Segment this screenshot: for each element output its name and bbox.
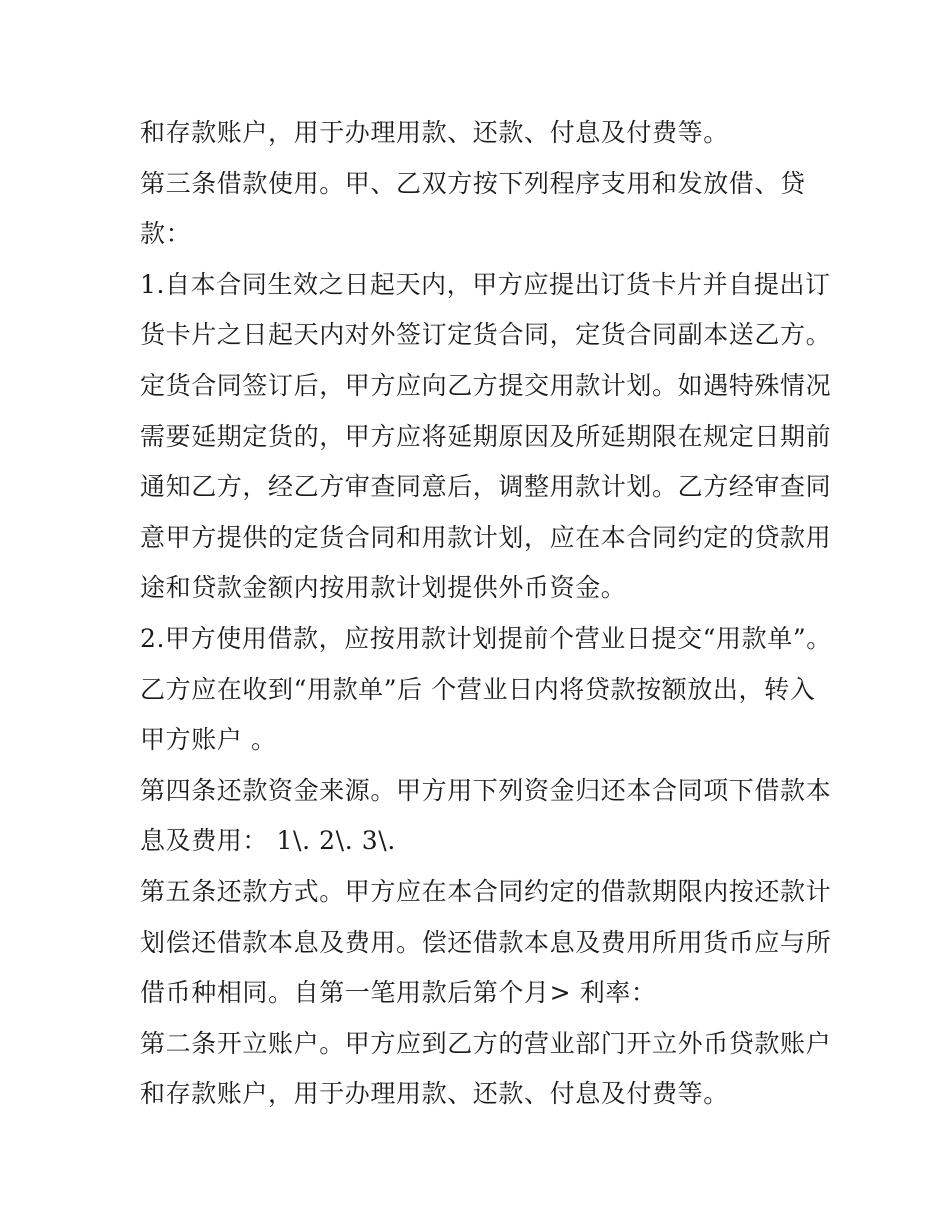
text-line-11: 2.甲方使用借款，应按用款计划提前个营业日提交“用款单”。 [140, 623, 832, 653]
text-line-20: 和存款账户，用于办理用款、还款、付息及付费等。 [140, 1079, 729, 1109]
text-line-15: 息及费用： 1\. 2\. 3\. [140, 826, 396, 856]
text-line-10: 途和贷款金额内按用款计划提供外币资金。 [140, 573, 627, 603]
text-line-2: 第三条借款使用。甲、乙双方按下列程序支用和发放借、贷 [140, 168, 806, 198]
text-line-6: 定货合同签订后，甲方应向乙方提交用款计划。如遇特殊情况 [140, 370, 832, 400]
text-line-1: 和存款账户，用于办理用款、还款、付息及付费等。 [140, 118, 729, 147]
text-line-5: 货卡片之日起天内对外签订定货合同，定货合同副本送乙方。 [140, 320, 832, 350]
text-line-16: 第五条还款方式。甲方应在本合同约定的借款期限内按还款计 [140, 876, 832, 906]
text-line-7: 需要延期定货的，甲方应将延期原因及所延期限在规定日期前 [140, 421, 832, 451]
text-line-18: 借币种相同。自第一笔用款后第个月> 利率： [140, 978, 657, 1008]
text-line-8: 通知乙方，经乙方审查同意后，调整用款计划。乙方经审查同 [140, 472, 832, 502]
text-line-13: 甲方账户 。 [140, 725, 277, 755]
text-line-4: 1.自本合同生效之日起天内，甲方应提出订货卡片并自提出订 [140, 269, 831, 299]
text-line-19: 第二条开立账户。甲方应到乙方的营业部门开立外币贷款账户 [140, 1028, 832, 1058]
text-line-3: 款： [140, 219, 192, 249]
text-line-12: 乙方应在收到“用款单”后 个营业日内将贷款按额放出，转入 [140, 674, 816, 704]
text-line-14: 第四条还款资金来源。甲方用下列资金归还本合同项下借款本 [140, 775, 832, 805]
text-line-17: 划偿还借款本息及费用。偿还借款本息及费用所用货币应与所 [140, 927, 832, 957]
document-body [140, 108, 832, 1120]
text-line-9: 意甲方提供的定货合同和用款计划，应在本合同约定的贷款用 [140, 522, 832, 552]
